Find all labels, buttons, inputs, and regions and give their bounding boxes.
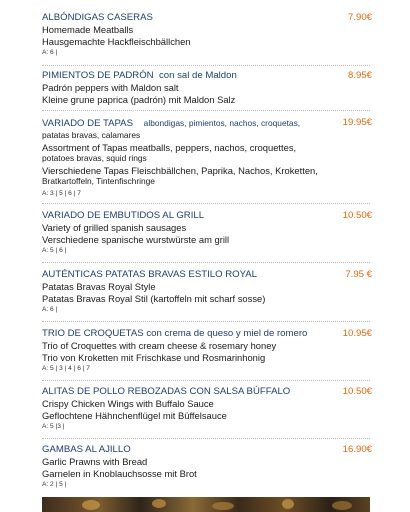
menu-item-alitas xyxy=(42,386,372,432)
divider xyxy=(42,321,370,322)
item-price: 10.95€ xyxy=(342,328,372,339)
item-allergens: A: 2 | 5 | xyxy=(42,481,67,488)
item-title xyxy=(42,328,372,340)
item-allergens: A: 6 | xyxy=(42,49,58,56)
item-price: 16.90€ xyxy=(342,444,372,455)
divider xyxy=(42,380,370,381)
item-price: 10.50€ xyxy=(342,386,372,397)
item-desc-en: Garlic Prawns with Bread xyxy=(42,456,148,467)
divider xyxy=(42,203,370,204)
item-desc-en: Homemade Meatballs xyxy=(42,24,134,35)
divider xyxy=(42,438,370,439)
divider xyxy=(42,110,370,111)
item-desc-en: Assortment of Tapas meatballs, peppers, nachos, croquettes, xyxy=(42,141,297,153)
item-desc-de-cont: Bratkartoffeln, Tintenfischringe xyxy=(42,176,155,186)
item-desc-en: Trio of Croquettes with cream cheese & rosemary honey xyxy=(42,340,277,351)
item-title-main: VARIADO DE TAPAS xyxy=(42,118,133,129)
item-allergens: A: 6 | xyxy=(42,306,58,313)
item-desc-en: Padrón peppers with Maldon salt xyxy=(42,82,179,93)
item-allergens: A: 3 | 5 | 6 | 7 xyxy=(42,189,81,197)
item-desc-de: Kleine grune paprica (padrón) mit Maldon Salz xyxy=(42,93,236,105)
item-allergens: A: 5 | 6 | xyxy=(42,247,67,254)
item-desc-de: Trio von Kroketten mit Frischkase und Rosmarinhonig xyxy=(42,351,266,363)
menu-item-gambas xyxy=(42,444,372,490)
item-price: 19.95€ xyxy=(342,117,372,128)
item-desc-en: Patatas Bravas Royal Style xyxy=(42,281,156,292)
item-title: GAMBAS AL AJILLO xyxy=(42,444,131,455)
item-desc-de: Hausgemachte Hackfleischbällchen xyxy=(42,35,191,47)
item-price: 10.50€ xyxy=(342,210,372,221)
item-title: ALBÓNDIGAS CASERAS xyxy=(42,12,153,23)
menu-item-variado-tapas xyxy=(42,117,372,199)
food-photo xyxy=(42,497,370,512)
menu-item-pimientos xyxy=(42,70,372,105)
item-title: ALITAS DE POLLO REBOZADAS CON SALSA BÚFFALO xyxy=(42,386,291,397)
item-desc-de: Garnelen in Knoblauchsosse mit Brot xyxy=(42,467,197,479)
menu-item-patatas-bravas xyxy=(42,269,372,315)
menu-item-croquetas xyxy=(42,328,372,374)
menu-item-albondigas xyxy=(42,12,372,58)
item-desc-en: Crispy Chicken Wings with Buffalo Sauce xyxy=(42,398,214,409)
item-desc-de: Verschiedene spanische wurstwürste am grill xyxy=(42,233,230,245)
divider xyxy=(42,65,370,66)
item-desc-en-cont: potatoes bravas, squid rings xyxy=(42,153,147,163)
item-price: 7.95 € xyxy=(345,269,372,280)
item-title xyxy=(42,117,372,130)
item-desc-de: Patatas Bravas Royal Stil (kartoffeln mit scharf sosse) xyxy=(42,292,266,304)
item-desc-de: Geflochtene Hähnchenflügel mit Büffelsauce xyxy=(42,409,227,421)
menu-item-embutidos xyxy=(42,210,372,256)
item-desc-es-cont: patatas bravas, calamares xyxy=(42,130,141,140)
item-title-extra: con crema de queso y miel de romero xyxy=(146,328,308,339)
item-title xyxy=(42,70,372,82)
item-title-main: PIMIENTOS DE PADRÓN xyxy=(42,70,154,81)
item-title-main: TRIO DE CROQUETAS xyxy=(42,328,144,339)
divider xyxy=(42,262,370,263)
item-title-extra: albondigas, pimientos, nachos, croquetas, xyxy=(143,118,301,128)
item-desc-en: Variety of grilled spanish sausages xyxy=(42,222,187,233)
item-title: AUTÉNTICAS PATATAS BRAVAS ESTILO ROYAL xyxy=(42,269,258,280)
item-price: 8.95€ xyxy=(347,70,372,81)
item-title: VARIADO DE EMBUTIDOS AL GRILL xyxy=(42,210,205,221)
item-allergens: A: 5 |3 | xyxy=(42,423,65,430)
item-allergens: A: 5 | 3 | 4 | 6 | 7 xyxy=(42,365,90,372)
item-desc-de: Vierschiedene Tapas Fleischbällchen, Paprika, Nachos, Kroketten, xyxy=(42,164,318,176)
item-price: 7.90€ xyxy=(347,12,372,23)
item-title-extra: con sal de Maldon xyxy=(158,70,237,81)
